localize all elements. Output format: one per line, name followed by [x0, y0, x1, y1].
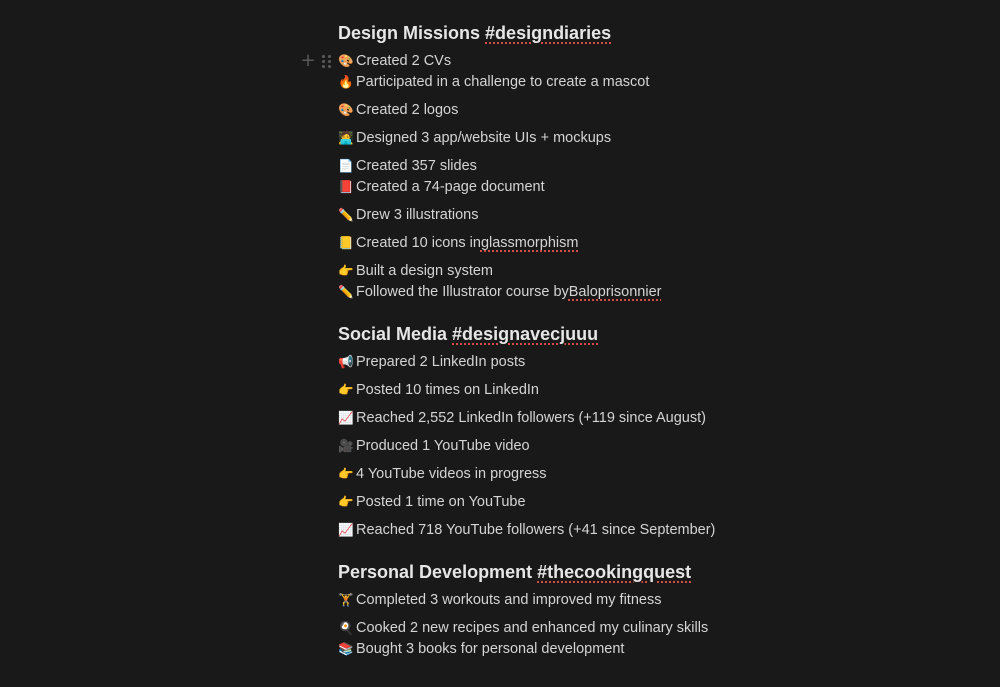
list-item[interactable]	[338, 408, 706, 428]
fire-icon: 🔥	[338, 74, 354, 89]
heading-hashtag: #thecookingquest	[537, 562, 692, 582]
item-text: Designed 3 app/website UIs + mockups	[356, 130, 612, 146]
item-text: Created a 74-page document	[356, 179, 545, 195]
list-item[interactable]	[338, 233, 578, 253]
list-item[interactable]	[338, 128, 611, 148]
list-item[interactable]	[338, 618, 708, 638]
item-text: Reached 2,552 LinkedIn followers (+119 since August)	[356, 410, 706, 426]
list-item[interactable]	[338, 205, 479, 225]
heading-hashtag: #designdiaries	[485, 23, 612, 43]
item-text: Created 2 CVs	[356, 53, 452, 69]
cooking-icon: 🍳	[338, 620, 354, 635]
item-text: Drew 3 illustrations	[356, 207, 479, 223]
list-item[interactable]	[338, 72, 649, 92]
movie-camera-icon: 🎥	[338, 438, 354, 453]
pencil-icon: ✏️	[338, 207, 354, 222]
list-item[interactable]	[338, 156, 477, 176]
list-item[interactable]	[338, 51, 451, 71]
list-item[interactable]	[338, 492, 526, 512]
weightlifter-icon: 🏋️	[338, 592, 354, 607]
heading-title: Design Missions	[338, 23, 486, 43]
loudspeaker-icon: 📢	[338, 354, 354, 369]
palette-icon: 🎨	[338, 53, 354, 68]
block-controls	[300, 51, 332, 71]
chart-increasing-icon: 📈	[338, 522, 354, 537]
drag-handle-icon[interactable]	[322, 54, 332, 68]
section-heading-social-media[interactable]	[338, 322, 598, 346]
red-book-icon: 📕	[338, 179, 354, 194]
list-item[interactable]	[338, 352, 525, 372]
item-text: Posted 1 time on YouTube	[356, 494, 526, 510]
technologist-icon: 🧑‍💻	[338, 130, 354, 145]
pointing-right-icon: 👉	[338, 466, 354, 481]
item-text: Posted 10 times on LinkedIn	[356, 382, 539, 398]
list-item[interactable]	[338, 261, 493, 281]
spellcheck-flagged-word: Baloprisonnier	[568, 284, 662, 300]
pointing-right-icon: 👉	[338, 382, 354, 397]
section-heading-personal-development[interactable]	[338, 560, 691, 584]
list-item[interactable]	[338, 464, 547, 484]
chart-increasing-icon: 📈	[338, 410, 354, 425]
section-heading-design-missions[interactable]	[338, 21, 611, 45]
heading-title: Social Media	[338, 324, 453, 344]
pointing-right-icon: 👉	[338, 263, 354, 278]
list-item[interactable]	[338, 520, 715, 540]
add-block-icon[interactable]: +	[300, 50, 316, 71]
item-text: Created 10 icons in	[356, 235, 481, 251]
books-icon: 📚	[338, 641, 354, 656]
item-text: Created 357 slides	[356, 158, 477, 174]
list-item[interactable]	[338, 639, 624, 659]
ledger-icon: 📒	[338, 235, 354, 250]
item-text: Participated in a challenge to create a mascot	[356, 74, 650, 90]
item-text: Built a design system	[356, 263, 494, 279]
list-item[interactable]	[338, 177, 545, 197]
list-item[interactable]	[338, 100, 458, 120]
list-item[interactable]	[338, 282, 661, 302]
pencil-icon: ✏️	[338, 284, 354, 299]
palette-icon: 🎨	[338, 102, 354, 117]
item-text: Completed 3 workouts and improved my fitness	[356, 592, 662, 608]
item-text: Cooked 2 new recipes and enhanced my culinary skills	[356, 620, 709, 636]
item-text: Bought 3 books for personal development	[356, 641, 625, 657]
list-item[interactable]	[338, 436, 530, 456]
pointing-right-icon: 👉	[338, 494, 354, 509]
item-text: Reached 718 YouTube followers (+41 since September)	[356, 522, 716, 538]
item-text: Produced 1 YouTube video	[356, 438, 530, 454]
heading-hashtag: #designavecjuuu	[452, 324, 599, 344]
item-text: 4 YouTube videos in progress	[356, 466, 547, 482]
item-text: Prepared 2 LinkedIn posts	[356, 354, 526, 370]
item-text: Followed the Illustrator course by	[356, 284, 569, 300]
page-icon: 📄	[338, 158, 354, 173]
item-text: Created 2 logos	[356, 102, 459, 118]
list-item[interactable]	[338, 380, 539, 400]
list-item[interactable]	[338, 590, 661, 610]
spellcheck-flagged-word: glassmorphism	[480, 235, 579, 251]
heading-title: Personal Development	[338, 562, 538, 582]
